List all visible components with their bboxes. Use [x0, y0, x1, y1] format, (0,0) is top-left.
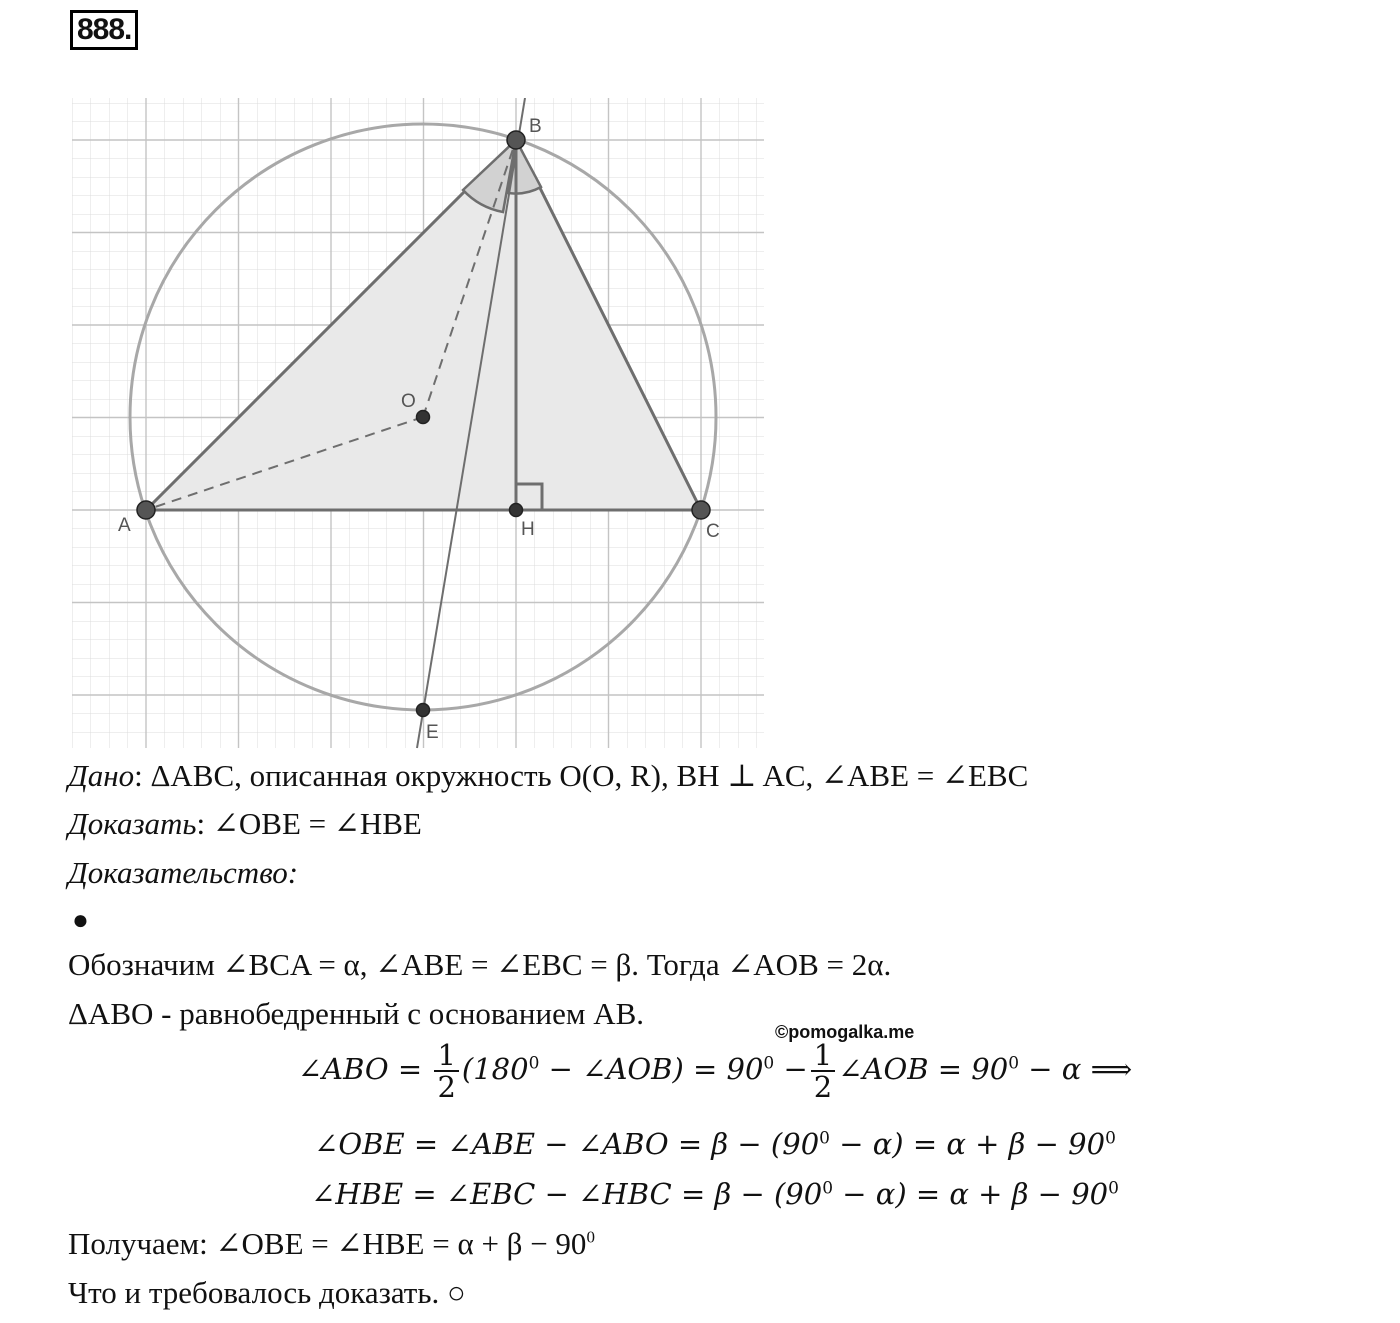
label-e: E	[426, 722, 439, 743]
label-b: B	[529, 116, 542, 137]
equation-3: ∠HBE = ∠EBC − ∠HBC = $\beta - (90^0 - \alpha) = \alpha + \beta - 90^0$	[311, 1177, 1119, 1211]
geometry-figure	[72, 98, 767, 750]
equation-1: ∠ABO = $\frac{1}{2}$ ($180^0$ − ∠AOB) = $90^0$ − $\frac{1}{2}$ ∠AOB = $90^0 - \alpha$ ⟹	[297, 1038, 1133, 1104]
label-c: C	[706, 521, 720, 542]
watermark: ©pomogalka.me	[775, 1022, 915, 1042]
proof-line-2: ΔABO - равнобедренный с основанием AB.	[68, 996, 645, 1031]
prove-text: : ∠OBE = ∠HBE	[196, 806, 422, 841]
result-line: Получаем: ∠OBE = ∠HBE = $\alpha + \beta - 90^0$	[68, 1226, 595, 1261]
point-b	[507, 131, 525, 149]
prove-label: Доказать	[68, 806, 197, 841]
problem-number: 888.	[70, 10, 138, 50]
point-e	[417, 704, 430, 717]
conclusion-line: Что и требовалось доказать. ○	[68, 1275, 466, 1310]
given-text: : ΔABC, описанная окружность O(O, R), BH ⊥ AC, ∠ABE = ∠EBC	[134, 758, 1029, 793]
fraction-half-1: $\frac{1}{2}$	[434, 1040, 458, 1102]
label-a: A	[118, 515, 131, 536]
given-label: Дано	[68, 758, 135, 793]
bullet: ●	[72, 905, 89, 936]
eq1-lhs: ∠ABO =	[297, 1052, 423, 1086]
proof-label: Доказательство:	[68, 855, 299, 890]
label-o: O	[401, 391, 416, 412]
proof-line-1: Обозначим ∠BCA = α, ∠ABE = ∠EBC = β. Тогда ∠AOB = 2α.	[68, 947, 892, 982]
fraction-half-2: $\frac{1}{2}$	[811, 1040, 835, 1102]
given-line	[68, 758, 1028, 794]
prove-line	[68, 806, 422, 842]
equation-2: ∠OBE = ∠ABE − ∠ABO = $\beta - (90^0 - \alpha) = \alpha + \beta - 90^0$	[314, 1127, 1116, 1161]
label-h: H	[521, 519, 535, 540]
point-h	[510, 504, 523, 517]
point-a	[137, 501, 155, 519]
point-c	[692, 501, 710, 519]
point-o	[417, 411, 430, 424]
